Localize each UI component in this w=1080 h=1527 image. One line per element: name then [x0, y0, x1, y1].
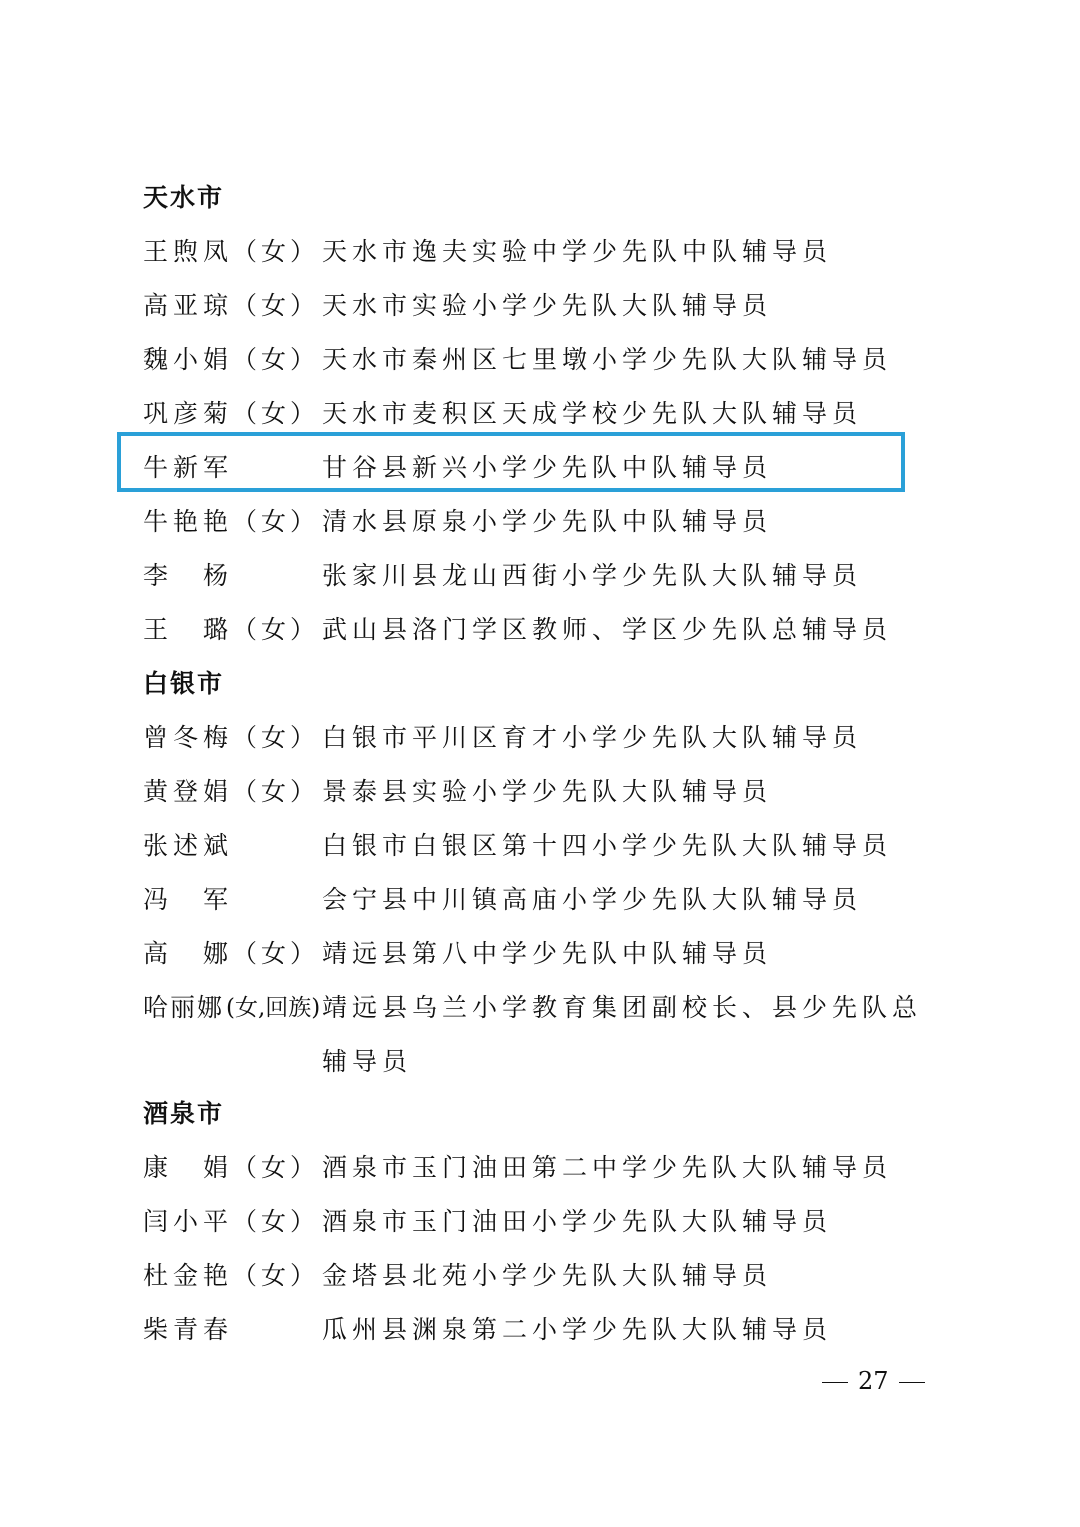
entry-position: 靖远县第八中学少先队中队辅导员 — [322, 939, 773, 968]
entry-position: 酒泉市玉门油田小学少先队大队辅导员 — [322, 1207, 833, 1236]
entry-position: 瓜州县渊泉第二小学少先队大队辅导员 — [322, 1315, 833, 1344]
entry-name: 牛新军 — [143, 453, 234, 482]
entry-note: （女） — [232, 1153, 320, 1182]
page-number — [812, 1364, 935, 1398]
list-item — [0, 286, 1080, 326]
section-heading-baiyin: 白银市 — [143, 669, 225, 698]
entry-name: 牛艳艳 — [143, 507, 234, 536]
page-number-value: 27 — [858, 1367, 889, 1395]
dash-right — [899, 1382, 925, 1383]
entry-position: 白银市平川区育才小学少先队大队辅导员 — [322, 723, 863, 752]
list-item — [0, 556, 1080, 596]
entry-position: 甘谷县新兴小学少先队中队辅导员 — [322, 453, 773, 482]
entry-name: 王 璐 — [143, 615, 234, 644]
list-item — [0, 772, 1080, 812]
list-item — [0, 340, 1080, 380]
dash-left — [822, 1382, 848, 1383]
entry-position: 清水县原泉小学少先队中队辅导员 — [322, 507, 773, 536]
list-item — [0, 610, 1080, 650]
list-item — [0, 718, 1080, 758]
list-item — [0, 826, 1080, 866]
entry-position: 天水市秦州区七里墩小学少先队大队辅导员 — [322, 345, 893, 374]
list-item — [0, 502, 1080, 542]
entry-name: 王煦凤 — [143, 237, 234, 266]
entry-position: 天水市逸夫实验中学少先队中队辅导员 — [322, 237, 833, 266]
entry-note: （女） — [232, 1261, 320, 1290]
entry-note: （女） — [232, 399, 320, 428]
entry-note: （女） — [232, 507, 320, 536]
section-heading-tianshui: 天水市 — [143, 183, 225, 212]
entry-position: 靖远县乌兰小学教育集团副校长、县少先队总辅导员 — [322, 993, 923, 1076]
entry-note: （女） — [232, 345, 320, 374]
entry-name: 康 娟 — [143, 1153, 234, 1182]
entry-name: 曾冬梅 — [143, 723, 234, 752]
entry-name: 冯 军 — [143, 885, 234, 914]
entry-position: 会宁县中川镇高庙小学少先队大队辅导员 — [322, 885, 863, 914]
list-item — [0, 988, 1080, 1082]
entry-note: （女） — [232, 291, 320, 320]
list-item — [0, 1148, 1080, 1188]
entry-position: 金塔县北苑小学少先队大队辅导员 — [322, 1261, 773, 1290]
entry-position: 张家川县龙山西街小学少先队大队辅导员 — [322, 561, 863, 590]
entry-position: 白银市白银区第十四小学少先队大队辅导员 — [322, 831, 893, 860]
entry-name: 李 杨 — [143, 561, 234, 590]
entry-note: (女,回族) — [226, 995, 321, 1021]
entry-name: 高亚琼 — [143, 291, 234, 320]
entry-name: 闫小平 — [143, 1207, 234, 1236]
section-heading-jiuquan: 酒泉市 — [143, 1099, 225, 1128]
entry-position: 天水市麦积区天成学校少先队大队辅导员 — [322, 399, 863, 428]
entry-name: 杜金艳 — [143, 1261, 234, 1290]
list-item — [0, 1256, 1080, 1296]
entry-position: 天水市实验小学少先队大队辅导员 — [322, 291, 773, 320]
entry-note: （女） — [232, 939, 320, 968]
entry-position: 武山县洛门学区教师、学区少先队总辅导员 — [322, 615, 893, 644]
entry-position: 景泰县实验小学少先队大队辅导员 — [322, 777, 773, 806]
entry-position: 酒泉市玉门油田第二中学少先队大队辅导员 — [322, 1153, 893, 1182]
list-item — [0, 880, 1080, 920]
entry-name: 巩彦菊 — [143, 399, 234, 428]
entry-note: （女） — [232, 1207, 320, 1236]
list-item — [0, 394, 1080, 434]
entry-note: （女） — [232, 615, 320, 644]
entry-name: 柴青春 — [143, 1315, 234, 1344]
entry-note: （女） — [232, 777, 320, 806]
entry-name: 哈丽娜 — [143, 993, 225, 1022]
list-item — [0, 232, 1080, 272]
entry-name: 高 娜 — [143, 939, 234, 968]
list-item — [0, 1202, 1080, 1242]
list-item — [0, 1310, 1080, 1350]
entry-note: （女） — [232, 237, 320, 266]
entry-name: 魏小娟 — [143, 345, 234, 374]
list-item — [0, 934, 1080, 974]
entry-note: （女） — [232, 723, 320, 752]
entry-name: 黄登娟 — [143, 777, 234, 806]
entry-name: 张述斌 — [143, 831, 234, 860]
list-item-highlighted — [0, 448, 1080, 488]
